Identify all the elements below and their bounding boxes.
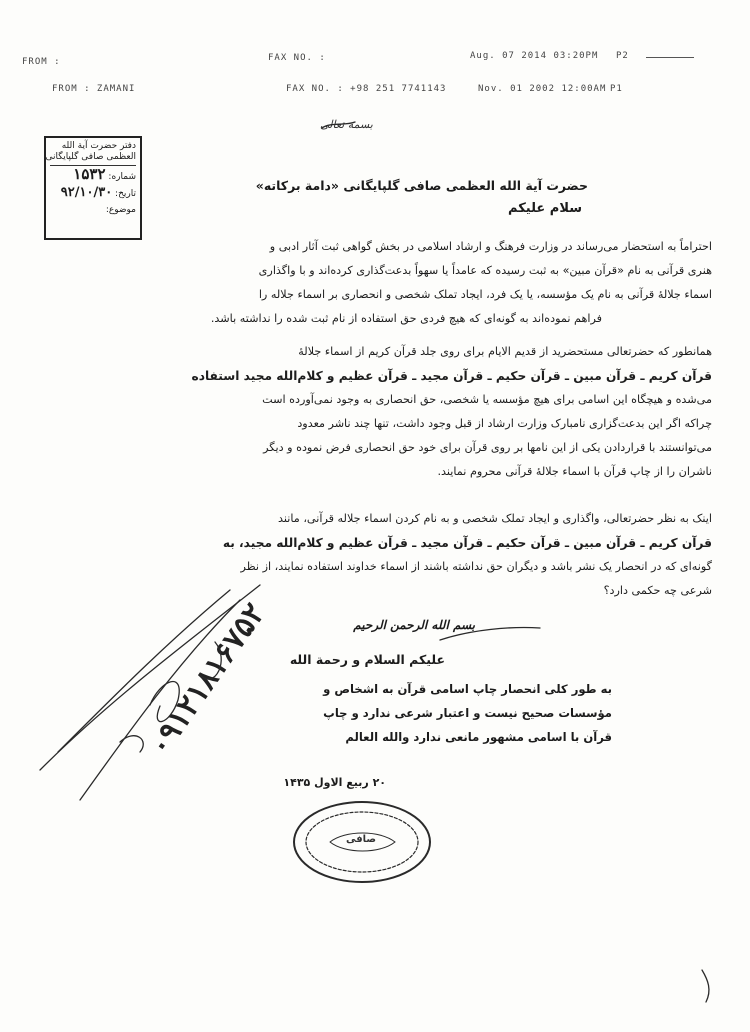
signature-stroke	[120, 736, 143, 752]
paragraph-3-line: اینک به نظر حضرتعالی، واگذاری و ایجاد تملک شخصی و به نام کردن اسماء جلاله قرآنی، مانند	[278, 512, 712, 525]
paragraph-2-line: می‌شده و هیچگاه این اسامی برای هیچ مؤسسه یا شخصی، حق انحصاری به وجود نمی‌آورده است	[262, 393, 712, 406]
paragraph-1-line: فراهم نموده‌اند به گونه‌ای که هیچ فردی حق استفاده از نام ثبت شده را نداشته باشد.	[210, 312, 602, 325]
answer-date: ۲۰ ربیع الاول ۱۴۳۵	[283, 776, 386, 789]
stamp-subject-label: موضوع:	[105, 205, 136, 215]
stamp-office-line1: دفتر حضرت آیة الله	[61, 141, 136, 151]
answer-basmala: بسم الله الرحمن الرحیم	[353, 618, 475, 632]
seal-text: صافی	[346, 834, 377, 845]
letter-salutation: سلام عليكم	[508, 201, 582, 216]
answer-line: مؤسسات صحیح نیست و اعتبار شرعی ندارد و چاپ	[323, 706, 612, 720]
letter-heading: حضرت آية الله العظمى صافى گلپايگانى «دامة بركاته»	[255, 178, 588, 193]
fax-from-label: FROM :	[22, 57, 61, 67]
fax-date-line2: Nov. 01 2002 12:00AM	[478, 84, 607, 94]
handwritten-phone-number: ۰۹۱۲۱۸۱۶۷۵۲	[142, 596, 273, 763]
signature-stroke	[200, 642, 221, 679]
fax-page-line1: P2	[616, 51, 629, 61]
paragraph-2-line: همانطور که حضرتعالی مستحضرید از قدیم الایام برای روی جلد قرآن کریم از اسماء جلالهٔ	[298, 345, 712, 358]
basmala-flourish	[440, 628, 540, 641]
paragraph-1-line: اسماء جلالهٔ قرآنی به نام یک مؤسسه، یا یک فرد، ایجاد تملک شخصی و انحصاری بر اسماء جلاله را	[258, 288, 712, 301]
fax-number-line2: FAX NO. : +98 251 7741143	[286, 84, 447, 94]
top-calligraphy-mark: بسمه تعالی	[320, 118, 373, 131]
answer-line: قرآن با اسامی مشهور مانعی ندارد والله العالم	[345, 730, 612, 744]
fax-page-line2: P1	[610, 84, 623, 94]
stamp-office-line2: العظمی صافی گلپایگانی	[50, 152, 136, 166]
answer-greeting: علیکم السلام و رحمة الله	[289, 652, 445, 667]
paragraph-2-line: می‌توانستند با قراردادن یکی از این نامها بر روی قرآن برای خود حق انحصاری فرض نموده و دیگر	[263, 441, 712, 454]
signature-stroke	[150, 681, 179, 721]
fax-date-line1: Aug. 07 2014 03:20PM	[470, 51, 599, 61]
paragraph-3-line: قرآن کریم ـ قرآن مبین ـ قرآن حکیم ـ قرآن مجید ـ قرآن عظیم و کلام‌الله مجید، به	[222, 536, 712, 550]
paragraph-1-line: احتراماً به استحضار می‌رساند در وزارت فرهنگ و ارشاد اسلامی در بخش گواهی ثبت آثار ادبی و	[269, 240, 712, 253]
signature-stroke	[80, 600, 240, 800]
stamp-date-value: ۹۲/۱۰/۳۰	[60, 185, 113, 200]
stamp-number-label: شماره:	[108, 172, 136, 182]
paragraph-2-line: چراکه اگر این بدعت‌گزاری نامبارک وزارت ارشاد از قبل وجود داشت، تنها چند ناشر معدود	[297, 417, 712, 430]
paragraph-3-line: گونه‌ای که در انحصار یک نشر باشد و دیگران حق نداشته باشند از اسماء خداوند استفاده نمایند، از نظر	[240, 560, 712, 573]
top-mark-swash	[322, 122, 355, 128]
stamp-date-label: تاریخ:	[115, 189, 136, 199]
paragraph-1-line: هنری قرآنی به نام «قرآن مبین» به ثبت رسیده که عامداً یا سهواً بدعت‌گذاری کرده‌اند و با واگذاری	[258, 264, 712, 277]
answer-line: به طور کلی انحصار چاپ اسامی قرآن به اشخاص و	[323, 682, 612, 696]
corner-mark	[702, 970, 709, 1002]
fax-from-zamani: FROM : ZAMANI	[52, 84, 136, 94]
fax-number-label: FAX NO. :	[268, 53, 326, 63]
stamp-number-value: ۱۵۳۲	[73, 165, 106, 183]
paragraph-2-line: قرآن کریم ـ قرآن مبین ـ قرآن حکیم ـ قرآن مجید ـ قرآن عظیم و کلام‌الله مجید استفاده	[191, 369, 712, 383]
paragraph-3-line: شرعی چه حکمی دارد؟	[603, 584, 712, 597]
paragraph-2-line: ناشران را از چاپ قرآن با اسماء جلالهٔ قرآنی محروم نمایند.	[437, 465, 712, 478]
